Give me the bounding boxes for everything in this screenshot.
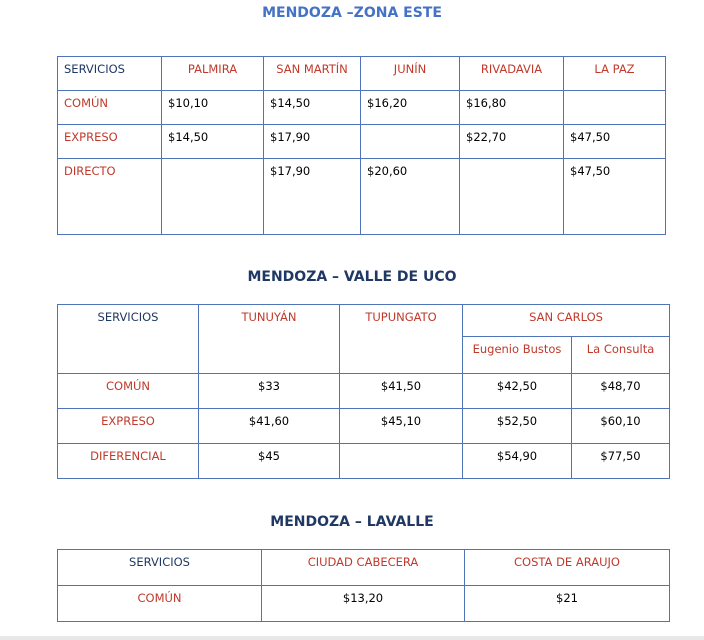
price-cell: $41,50 [340,374,463,409]
price-cell: $52,50 [463,409,572,444]
table-header-row [58,57,666,91]
price-cell: $41,60 [199,409,340,444]
price-cell [564,91,666,125]
table-row [58,586,670,622]
service-cell: COMÚN [58,586,262,622]
price-cell: $47,50 [564,159,666,235]
table-row [58,409,670,444]
lavalle-table [57,549,670,622]
header-cell: LA PAZ [564,57,666,91]
header-cell: SERVICIOS [58,550,262,586]
price-cell [340,444,463,479]
header-cell: SAN MARTÍN [264,57,361,91]
subheader-cell: La Consulta [572,337,670,374]
price-cell: $17,90 [264,125,361,159]
header-cell: SERVICIOS [58,305,199,374]
price-cell: $22,70 [460,125,564,159]
table-row [58,374,670,409]
header-cell: PALMIRA [162,57,264,91]
bottom-divider [0,636,704,640]
price-cell [361,125,460,159]
price-cell [460,159,564,235]
table-header-row [58,550,670,586]
header-cell: SERVICIOS [58,57,162,91]
price-cell: $16,20 [361,91,460,125]
subheader-cell: Eugenio Bustos [463,337,572,374]
price-cell: $54,90 [463,444,572,479]
price-cell: $60,10 [572,409,670,444]
price-cell: $48,70 [572,374,670,409]
table-row [58,444,670,479]
table-row [58,159,666,235]
service-cell: EXPRESO [58,125,162,159]
service-cell: DIFERENCIAL [58,444,199,479]
table-row [58,91,666,125]
zona-este-title: MENDOZA –ZONA ESTE [262,5,442,21]
price-cell: $13,20 [262,586,465,622]
price-cell [162,159,264,235]
valle-de-uco-title: MENDOZA – VALLE DE UCO [247,269,457,285]
table-row [58,125,666,159]
price-cell: $16,80 [460,91,564,125]
price-cell: $10,10 [162,91,264,125]
service-cell: COMÚN [58,374,199,409]
price-cell: $47,50 [564,125,666,159]
price-cell: $20,60 [361,159,460,235]
header-cell: SAN CARLOS [463,305,670,337]
service-cell: DIRECTO [58,159,162,235]
header-cell: RIVADAVIA [460,57,564,91]
price-cell: $42,50 [463,374,572,409]
service-cell: COMÚN [58,91,162,125]
zona-este-table [57,56,666,235]
price-cell: $77,50 [572,444,670,479]
header-cell: COSTA DE ARAUJO [465,550,670,586]
lavalle-title: MENDOZA – LAVALLE [270,514,434,530]
service-cell: EXPRESO [58,409,199,444]
price-cell: $14,50 [264,91,361,125]
header-cell: CIUDAD CABECERA [262,550,465,586]
valle-de-uco-table [57,304,670,479]
price-cell: $45 [199,444,340,479]
header-cell: TUNUYÁN [199,305,340,374]
price-cell: $14,50 [162,125,264,159]
header-cell: TUPUNGATO [340,305,463,374]
price-cell: $21 [465,586,670,622]
table-header-row [58,305,670,337]
header-cell: JUNÍN [361,57,460,91]
price-cell: $33 [199,374,340,409]
price-cell: $45,10 [340,409,463,444]
price-cell: $17,90 [264,159,361,235]
